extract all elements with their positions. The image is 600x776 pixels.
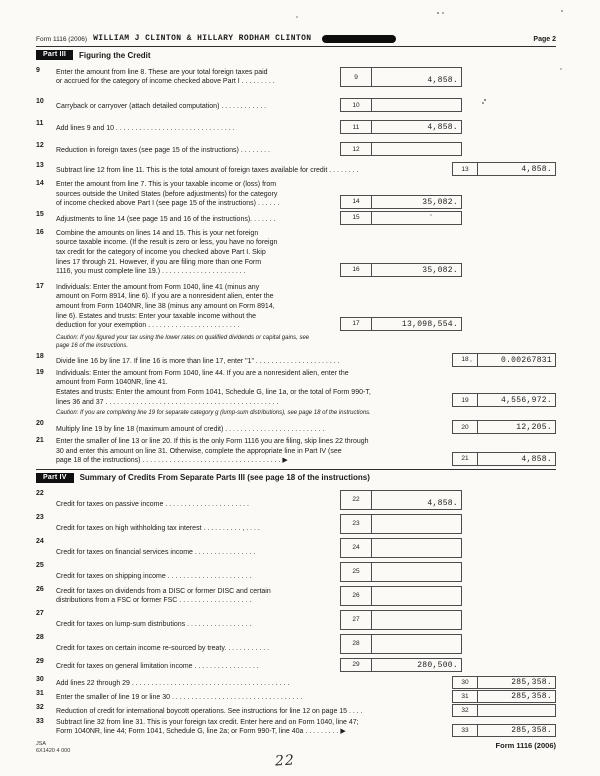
entry-box-number: 17 <box>340 317 372 331</box>
entry-amount: 285,358. <box>478 676 556 689</box>
entry-amount: 13,098,554. <box>372 317 462 331</box>
line-number: 25 <box>36 561 44 569</box>
entry-box-number: 29 <box>340 658 372 672</box>
line-description-text: of income checked above Part I (see page 15 of the instructions) . . . . . . <box>56 200 280 208</box>
line-number: 12 <box>36 142 44 149</box>
entry-box-number: 15 <box>340 211 372 225</box>
line-number: 24 <box>36 537 44 545</box>
form-line-26 <box>36 586 556 606</box>
line-description <box>56 357 452 367</box>
line-number: 17 <box>36 282 44 290</box>
scan-artifacts <box>0 0 2 2</box>
line-description <box>56 215 340 225</box>
plate-number: 6X1420 4 000 <box>36 747 71 754</box>
taxpayer-names: WILLIAM J CLINTON & HILLARY RODHAM CLINTON <box>93 34 312 43</box>
form-line-32 <box>36 704 556 717</box>
line-number: 16 <box>36 228 44 236</box>
form-line-12 <box>36 142 556 156</box>
line-description-text: source taxable income. (If the result is zero or less, you have no foreign <box>56 239 278 247</box>
entry-box-number: 32 <box>452 704 478 717</box>
line-description-text: Estates and trusts: Enter the amount from Form 1041, Schedule G, line 1a, or the total of Form 990-T, <box>56 388 371 396</box>
entry-amount <box>372 634 462 654</box>
part3-tag: Part III <box>36 50 73 60</box>
line-description-text: amount from Form 1040NR, line 41. <box>56 379 168 387</box>
form-line-28 <box>36 634 556 654</box>
line-number: 32 <box>36 703 44 711</box>
caution-text: Caution: If you figured your tax using the lower rates on qualified dividends or capital gains, see <box>56 334 310 341</box>
form-line-31 <box>36 690 556 703</box>
line-description <box>56 180 340 209</box>
entry-box-number: 9 <box>340 67 372 87</box>
line-description-text: Enter the smaller of line 19 or line 30 . . . . . . . . . . . . . . . . . . . . . . . . . . . . . . . . . . <box>56 694 303 702</box>
line-number: 27 <box>36 609 44 617</box>
entry-box-number: 26 <box>340 586 372 606</box>
part3-title: Figuring the Credit <box>79 50 151 60</box>
entry-amount: 4,556,972. <box>478 393 556 407</box>
entry-amount: 4,858. <box>372 67 462 87</box>
part3-header <box>36 50 556 60</box>
line-number: 15 <box>36 210 44 218</box>
line-number: 31 <box>36 689 44 697</box>
entry-amount <box>372 98 462 112</box>
entry-amount <box>372 514 462 534</box>
entry-amount <box>372 538 462 558</box>
line-description-text: Credit for taxes on certain income re-sourced by treaty. . . . . . . . . . . . <box>56 645 270 653</box>
line-number: 23 <box>36 513 44 521</box>
entry-box-number: 33 <box>452 724 478 737</box>
line-description-text: Add lines 9 and 10 . . . . . . . . . . . . . . . . . . . . . . . . . . . . . . . <box>56 125 235 133</box>
entry-amount: 4,858. <box>372 120 462 134</box>
line-description-text: tax credit for the category of income you checked above Part I. Skip <box>56 248 266 256</box>
line-description-text: page 18 of the instructions) . . . . . . . . . . . . . . . . . . . . . . . . . . . . . . . . . . . . ▶ <box>56 457 288 465</box>
line-number: 22 <box>36 489 44 497</box>
entry-box-number: 25 <box>340 562 372 582</box>
line-description <box>56 524 340 534</box>
entry-box-number: 23 <box>340 514 372 534</box>
line-description-text: Reduction in foreign taxes (see page 15 of the instructions) . . . . . . . . <box>56 147 271 155</box>
form-line-10 <box>36 98 556 112</box>
line-description-text: lines 36 and 37 . . . . . . . . . . . . . . . . . . . . . . . . . . . . . . . . . . . . . . . . . . . . . <box>56 398 279 406</box>
form-header <box>36 34 556 47</box>
line-description <box>56 693 452 703</box>
form-line-15 <box>36 211 556 225</box>
line-description <box>56 548 340 558</box>
entry-amount <box>372 142 462 156</box>
line-description-text: Subtract line 32 from line 31. This is your foreign tax credit. Enter here and on Form 1040, line 47; <box>56 718 359 726</box>
line-number: 28 <box>36 633 44 641</box>
form-line-17 <box>36 283 556 331</box>
form-line-33 <box>36 718 556 737</box>
caution-note <box>56 409 556 417</box>
line-number: 33 <box>36 717 44 725</box>
line-description <box>56 679 452 689</box>
entry-box-number: 21 <box>452 452 478 466</box>
page-footer <box>36 741 556 771</box>
form-line-22 <box>36 490 556 510</box>
line-description-text: distributions from a FSC or former FSC . . . . . . . . . . . . . . . . . . . <box>56 597 252 605</box>
form-number-label: Form 1116 (2006) <box>36 36 88 43</box>
line-description <box>56 587 340 606</box>
line-description <box>56 229 340 277</box>
entry-box-number: 27 <box>340 610 372 630</box>
entry-amount: 0.00267831 <box>478 353 556 367</box>
form-line-20 <box>36 420 556 434</box>
line-description <box>56 146 340 156</box>
entry-box-number: 10 <box>340 98 372 112</box>
entry-box-number: 22 <box>340 490 372 510</box>
entry-amount <box>372 610 462 630</box>
line-description <box>56 68 340 87</box>
entry-amount: 4,858. <box>372 490 462 510</box>
entry-amount: 285,358. <box>478 724 556 737</box>
line-description-text: or accrued for the category of income checked above Part I . . . . . . . . . <box>56 78 275 86</box>
line-description-text: Credit for taxes on shipping income . . . . . . . . . . . . . . . . . . . . . . <box>56 573 252 581</box>
entry-amount: 35,082. <box>372 195 462 209</box>
page-number-label: Page 2 <box>533 36 556 43</box>
entry-amount <box>372 586 462 606</box>
line-description <box>56 662 340 672</box>
entry-amount <box>372 211 462 225</box>
line-description-text: line 6). Estates and trusts: Enter your taxable income without the <box>56 312 256 320</box>
form-line-18 <box>36 353 556 367</box>
redacted-ssn-bar <box>322 35 396 43</box>
line-description-text: Individuals: Enter the amount from Form 1040, line 44. If you are a nonresident alien, enter the <box>56 369 349 377</box>
line-number: 18 <box>36 352 44 360</box>
line-description-text: Enter the amount from line 8. These are your total foreign taxes paid <box>56 68 268 76</box>
line-description-text: Credit for taxes on high withholding tax interest . . . . . . . . . . , . . . . <box>56 525 260 533</box>
line-description-text: Carryback or carryover (attach detailed computation) . . . . . . . . . . . . <box>56 103 267 111</box>
entry-amount: 12,205. <box>478 420 556 434</box>
line-number: 29 <box>36 657 44 665</box>
line-description-text: Adjustments to line 14 (see page 15 and 16 of the instructions). . . . . . . <box>56 216 276 224</box>
line-description-text: amount from Form 1040NR, line 38 (minus any amount on Form 8914, <box>56 302 275 310</box>
line-number: 26 <box>36 585 44 593</box>
form-line-11 <box>36 120 556 134</box>
line-description <box>56 369 452 407</box>
entry-box-number: 20 <box>452 420 478 434</box>
form-line-19 <box>36 369 556 407</box>
form-line-29 <box>36 658 556 672</box>
line-description-text: Credit for taxes on dividends from a DISC or former DISC and certain <box>56 587 271 595</box>
line-description-text: sources outside the United States (before adjustments) for the category <box>56 190 278 198</box>
line-description-text: Credit for taxes on passive income . . . . . . . . . . . . . . . . . . . . . . <box>56 501 249 509</box>
entry-amount: 4,858. <box>478 162 556 176</box>
entry-box-number: 14 <box>340 195 372 209</box>
jsa-plate-block <box>36 741 70 754</box>
entry-box-number: 11 <box>340 120 372 134</box>
line-description-text: deduction for your exemption . . . . . . . . . . . . . . . . . . . . . . . . <box>56 322 240 330</box>
line-number: 21 <box>36 437 44 445</box>
line-number: 20 <box>36 420 44 428</box>
entry-box-number: 16 <box>340 263 372 277</box>
line-description <box>56 644 340 654</box>
entry-box-number: 30 <box>452 676 478 689</box>
part4-lines <box>36 490 556 737</box>
caution-note <box>56 334 556 350</box>
form-line-21 <box>36 437 556 466</box>
form-line-16 <box>36 229 556 277</box>
line-description-text: Credit for taxes on financial services income . . . . . . . . . . . . . . . . <box>56 549 256 557</box>
part4-header <box>36 469 556 483</box>
line-description-text: Individuals: Enter the amount from Form 1040, line 41 (minus any <box>56 283 260 291</box>
line-number: 30 <box>36 675 44 683</box>
line-description-text: Combine the amounts on lines 14 and 15. This is your net foreign <box>56 229 259 237</box>
line-description-text: Enter the amount from line 7. This is your taxable income or (loss) from <box>56 181 277 188</box>
line-description-text: 1116, you must complete line 19.) . . . . . . . . . . . . . . . . . . . . . . <box>56 268 246 276</box>
form-line-13 <box>36 162 556 176</box>
form-line-24 <box>36 538 556 558</box>
caution-text: Caution: If you are completing line 19 for separate category g (lump-sum distributions), see page 18 of the instructions. <box>56 410 371 417</box>
form-line-30 <box>36 676 556 689</box>
line-description-text: Add lines 22 through 29 . . . . . . . . . . . . . . . . . . . . . . . . . . . . . . . . . . . . . . . . . <box>56 680 290 688</box>
entry-box-number: 19 <box>452 393 478 407</box>
entry-box-number: 24 <box>340 538 372 558</box>
form-line-23 <box>36 514 556 534</box>
line-number: 13 <box>36 162 44 169</box>
entry-box-number: 28 <box>340 634 372 654</box>
line-description-text: Divide line 16 by line 17. If line 16 is more than line 17, enter "1" . . . . . . . . . . . . . . . . . . . . . . <box>56 358 340 366</box>
line-description-text: lines 17 through 21. However, if you are filing more than one Form <box>56 258 262 266</box>
entry-box-number: 13 <box>452 162 478 176</box>
line-description-text: amount on Form 8914, line 6). If you are a nonresident alien, enter the <box>56 293 274 301</box>
line-description <box>56 124 340 134</box>
line-description-text: Credit for taxes on lump-sum distributions . . . . . . . . . . . . . . . . . <box>56 621 252 629</box>
line-number: 11 <box>36 120 44 127</box>
line-number: 14 <box>36 180 44 187</box>
entry-amount <box>478 704 556 717</box>
footer-form-reference: Form 1116 (2006) <box>495 741 556 750</box>
part3-lines <box>36 67 556 466</box>
caution-text: page 16 of the instructions. <box>56 342 129 349</box>
form-line-27 <box>36 610 556 630</box>
line-number: 19 <box>36 368 44 376</box>
line-description-text: Credit for taxes on general limitation income . . . . . . . . . . . . . . . . . <box>56 663 259 671</box>
entry-box-number: 31 <box>452 690 478 703</box>
line-description <box>56 102 340 112</box>
line-description-text: Subtract line 12 from line 11. This is the total amount of foreign taxes available for credit . . . . . . . . <box>56 167 359 175</box>
line-description <box>56 707 452 717</box>
line-description <box>56 437 452 466</box>
line-description <box>56 572 340 582</box>
line-description-text: 30 and enter this amount on line 31. Otherwise, complete the appropriate line in Part IV (see <box>56 447 342 455</box>
form-line-9 <box>36 67 556 87</box>
line-description-text: Multiply line 19 by line 18 (maximum amount of credit) . . . . . . . . . . . . . . . . . . . . . . . . . . <box>56 425 325 433</box>
part4-title: Summary of Credits From Separate Parts III (see page 18 of the instructions) <box>79 473 370 483</box>
entry-amount: 280,500. <box>372 658 462 672</box>
part4-tag: Part IV <box>36 473 74 483</box>
line-description <box>56 620 340 630</box>
form-line-25 <box>36 562 556 582</box>
entry-amount: 285,358. <box>478 690 556 703</box>
entry-amount <box>372 562 462 582</box>
line-description <box>56 500 340 510</box>
handwritten-page-number: 22 <box>274 752 296 770</box>
line-description <box>56 166 452 176</box>
line-description <box>56 425 452 435</box>
entry-amount: 4,858. <box>478 452 556 466</box>
entry-box-number: 18 <box>452 353 478 367</box>
entry-box-number: 12 <box>340 142 372 156</box>
line-description-text: Enter the smaller of line 13 or line 20. If this is the only Form 1116 you are filing, skip lines 22 through <box>56 438 369 446</box>
line-number: 10 <box>36 98 44 105</box>
form-line-14 <box>36 180 556 209</box>
line-description <box>56 718 452 737</box>
jsa-label: JSA <box>36 741 47 747</box>
line-number: 9 <box>36 67 40 74</box>
line-description-text: Form 1040NR, line 44; Form 1041, Schedule G, line 2a; or Form 990-T, line 40a . . . . . . . . . ▶ <box>56 728 346 736</box>
entry-amount: 35,082. <box>372 263 462 277</box>
line-description-text: Reduction of credit for international boycott operations. See instructions for line 12 on page 15 . . . . <box>56 708 363 716</box>
line-description <box>56 283 340 331</box>
